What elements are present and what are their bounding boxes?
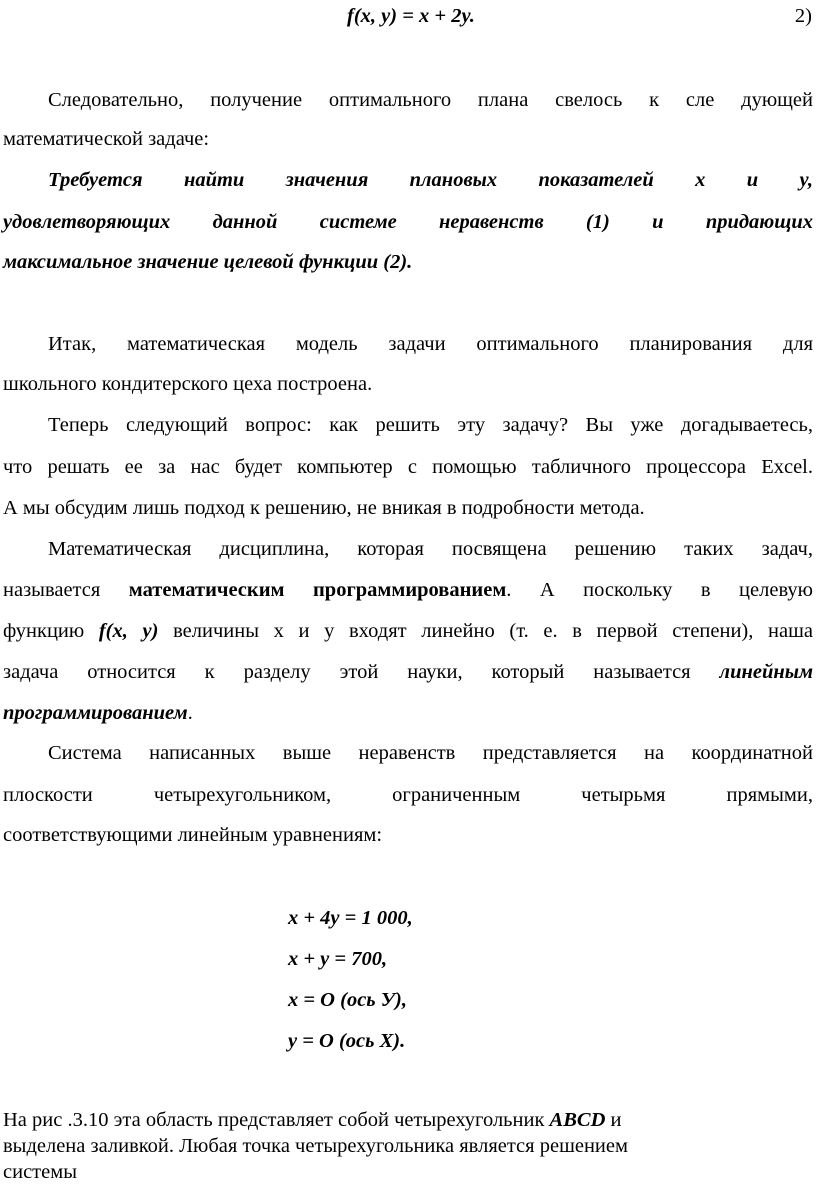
paragraph-4-line-3 <box>3 619 813 643</box>
paragraph-1-line-1: Следовательно, получение оптимального плана свелось к сле дующей <box>48 89 813 111</box>
term-mathematical-programming: математическим программированием <box>128 579 507 601</box>
paragraph-4-line-4 <box>3 660 813 684</box>
task-line-2: удовлетворяющих данной системе неравенств (1) и придающих <box>3 211 813 233</box>
paragraph-5-line-3: соответствующими линейным уравнениям: <box>3 824 383 846</box>
paragraph-6-line-3: системы <box>3 1161 77 1183</box>
task-line-1: Требуется найти значения плановых показателей x и y, <box>48 169 813 191</box>
paragraph-4-line-5 <box>3 701 193 725</box>
equation-2: x + y = 700, <box>288 948 388 970</box>
text-span: функцию <box>3 620 99 642</box>
text-span: и <box>605 1109 622 1131</box>
function-reference: f(x, y) <box>98 620 159 642</box>
paragraph-1-line-2: математической задаче: <box>3 128 210 150</box>
paragraph-6-line-2: выделена заливкой. Любая точка четырехугольника является решением <box>3 1135 628 1157</box>
task-line-3: максимальное значение целевой функции (2). <box>3 251 413 273</box>
term-programming: программированием <box>3 702 188 724</box>
paragraph-6-line-1 <box>3 1108 621 1132</box>
paragraph-3-line-3: А мы обсудим лишь подход к решению, не вникая в подробности метода. <box>3 497 645 519</box>
text-span: величины x и y входят линейно (т. е. в первой степени), наша <box>158 620 813 642</box>
formula-number: 2) <box>794 5 812 27</box>
equation-4: y = О (ось X). <box>288 1030 406 1052</box>
text-span: называется <box>3 579 129 601</box>
paragraph-2-line-2: школьного кондитерского цеха построена. <box>3 373 373 395</box>
term-linear: линейным <box>719 661 813 683</box>
paragraph-5-line-1: Система написанных выше неравенств представляется на координатной <box>48 742 813 764</box>
quadrilateral-label: ABCD <box>549 1109 606 1131</box>
text-span: . А поскольку в целевую <box>506 579 813 601</box>
objective-formula: f(x, y) = x + 2y. <box>347 5 475 27</box>
equation-1: x + 4y = 1 000, <box>288 907 413 929</box>
equation-3: x = О (ось У), <box>288 989 407 1011</box>
paragraph-5-line-2: плоскости четырехугольником, ограниченным четырьмя прямыми, <box>3 784 813 806</box>
paragraph-4-line-1: Математическая дисциплина, которая посвящена решению таких задач, <box>48 538 813 560</box>
text-span: На рис .3.10 эта область представляет собой четырехугольник <box>3 1109 550 1131</box>
paragraph-3-line-2: что решать ее за нас будет компьютер с помощью табличного процессора Excel. <box>3 456 813 478</box>
text-span: . <box>187 702 193 724</box>
text-span: задача относится к разделу этой науки, который называется <box>3 661 720 683</box>
paragraph-3-line-1: Теперь следующий вопрос: как решить эту задачу? Вы уже догадываетесь, <box>48 414 813 436</box>
paragraph-4-line-2 <box>3 578 813 602</box>
paragraph-2-line-1: Итак, математическая модель задачи оптимального планирования для <box>48 333 813 355</box>
